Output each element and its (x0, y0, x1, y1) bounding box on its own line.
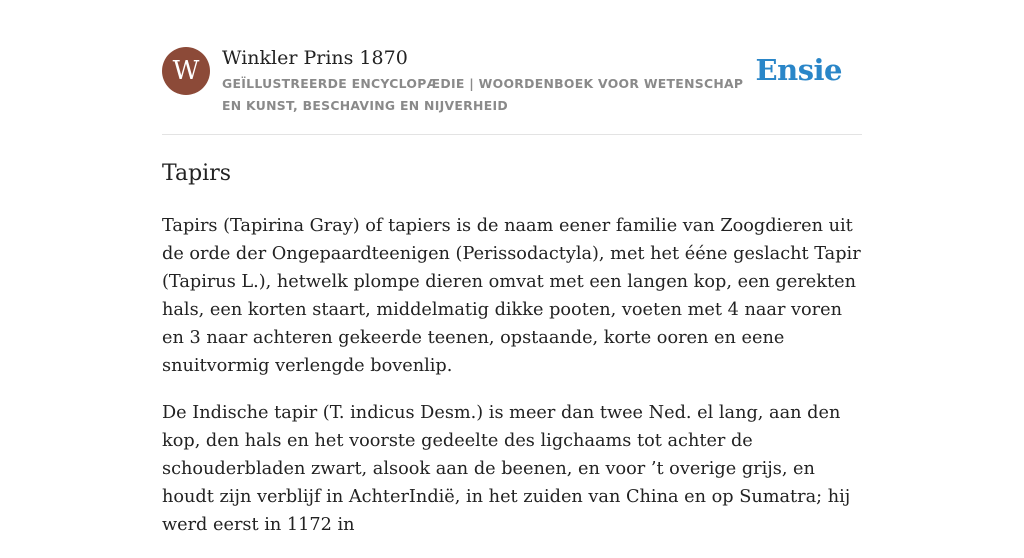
article-title: Tapirs (162, 161, 232, 186)
ensie-logo[interactable]: Ensie (755, 53, 842, 87)
book-subtitle: GEÏLLUSTREERDE ENCYCLOPÆDIE | WOORDENBOEK VOOR WETENSCHAP EN KUNST, BESCHAVING EN NIJVERHEID (222, 76, 744, 113)
header (162, 0, 862, 135)
page-container (162, 0, 862, 535)
article-paragraph: De Indische tapir (T. indicus Desm.) is meer dan twee Ned. el lang, aan den kop, den hals en het voorste gedeelte des ligchaams tot achter de schouderbladen zwart, alsook aan de beenen, en voor ’t overige grijs, en houdt zijn verblijf in AchterIndië, in het zuiden van China en op Sumatra; hij werd eerst in 1172 in (162, 403, 851, 535)
avatar[interactable]: W (162, 47, 210, 95)
article-paragraph: Tapirs (Tapirina Gray) of tapiers is de naam eener familie van Zoogdieren uit de orde der Ongepaardteenigen (Perissodactyla), met het ééne geslacht Tapir (Tapirus L.), hetwelk plompe dieren omvat met een langen kop, een gerekten hals, een korten staart, middelmatig dikke pooten, voeten met 4 naar voren en 3 naar achteren gekeerde teenen, opstaande, korte ooren en eene snuitvormig verlengde bovenlip. (162, 216, 861, 376)
article-body (162, 212, 862, 558)
book-title[interactable]: Winkler Prins 1870 (222, 47, 408, 69)
